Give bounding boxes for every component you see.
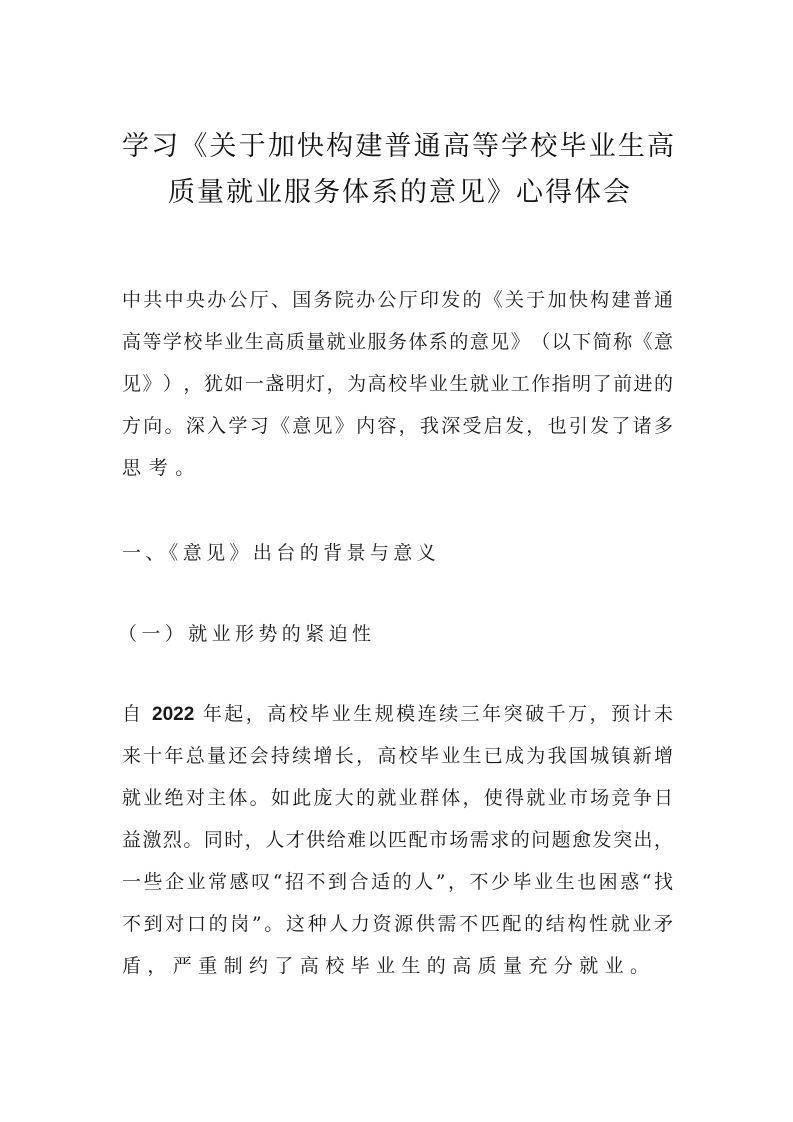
paragraph-line-1-suffix: ​年​起​，​高​校​毕​业​生​规​模​连​续​三​年​突​破​千​万​，​预​计​未: [194, 703, 673, 725]
subsection-heading-1: （一）就业形势的紧迫性: [118, 623, 376, 645]
section-heading-1: 一、《意见》出台的背景与意义: [122, 542, 441, 564]
intro-line-2: 高​等​学​校​毕​业​生​高​质​量​就​业​服​务​体​系​的​意​见​》​（​以​下​简​称​《​意: [122, 331, 673, 353]
document-title-line-2: 质​量​就​业​服​务​体​系​的​意​见​》​心​得​体​会: [168, 177, 630, 208]
paragraph-line-7: 盾，严重制约了高校毕业生的高质量充分就业。: [122, 955, 656, 977]
paragraph-line-6: 不​到​对​口​的​岗​”​。​这​种​人​力​资​源​供​需​不​匹​配​的​结​构​性​就​业​矛: [122, 913, 673, 935]
intro-line-4: 方​向​。​深​入​学​习​《​意​见​》​内​容​，​我​深​受​启​发​，​也​引​发​了​诸​多: [122, 415, 673, 437]
intro-line-5: 思考。: [122, 457, 202, 479]
paragraph-line-3: 就​业​绝​对​主​体​。​如​此​庞​大​的​就​业​群​体​，​使​得​就​业​市​场​竞​争​日: [122, 787, 673, 809]
intro-line-1: 中​共​中​央​办​公​厅​、​国​务​院​办​公​厅​印​发​的​《​关​于​加​快​构​建​普​通: [122, 289, 673, 311]
paragraph-line-1-prefix: 自​: [122, 703, 153, 725]
intro-line-3: 见​》​）​，​犹​如​一​盏​明​灯​，​为​高​校​毕​业​生​就​业​工​作​指​明​了​前​进​的: [122, 373, 673, 395]
paragraph-line-4: 益​激​烈​。​同​时​，​人​才​供​给​难​以​匹​配​市​场​需​求​的​问​题​愈​发​突​出​，: [122, 829, 673, 851]
year-number: 2022: [152, 704, 195, 725]
document-title-line-1: 学​习​《​关​于​加​快​构​建​普​通​高​等​学​校​毕​业​生​高: [122, 131, 674, 162]
paragraph-line-5: 一​些​企​业​常​感​叹​“​招​不​到​合​适​的​人​”​，​不​少​毕​业​生​也​困​惑​“​找: [122, 871, 673, 893]
paragraph-line-1: [122, 702, 673, 726]
paragraph-line-2: 来​十​年​总​量​还​会​持​续​增​长​，​高​校​毕​业​生​已​成​为​我​国​城​镇​新​增: [122, 745, 673, 767]
